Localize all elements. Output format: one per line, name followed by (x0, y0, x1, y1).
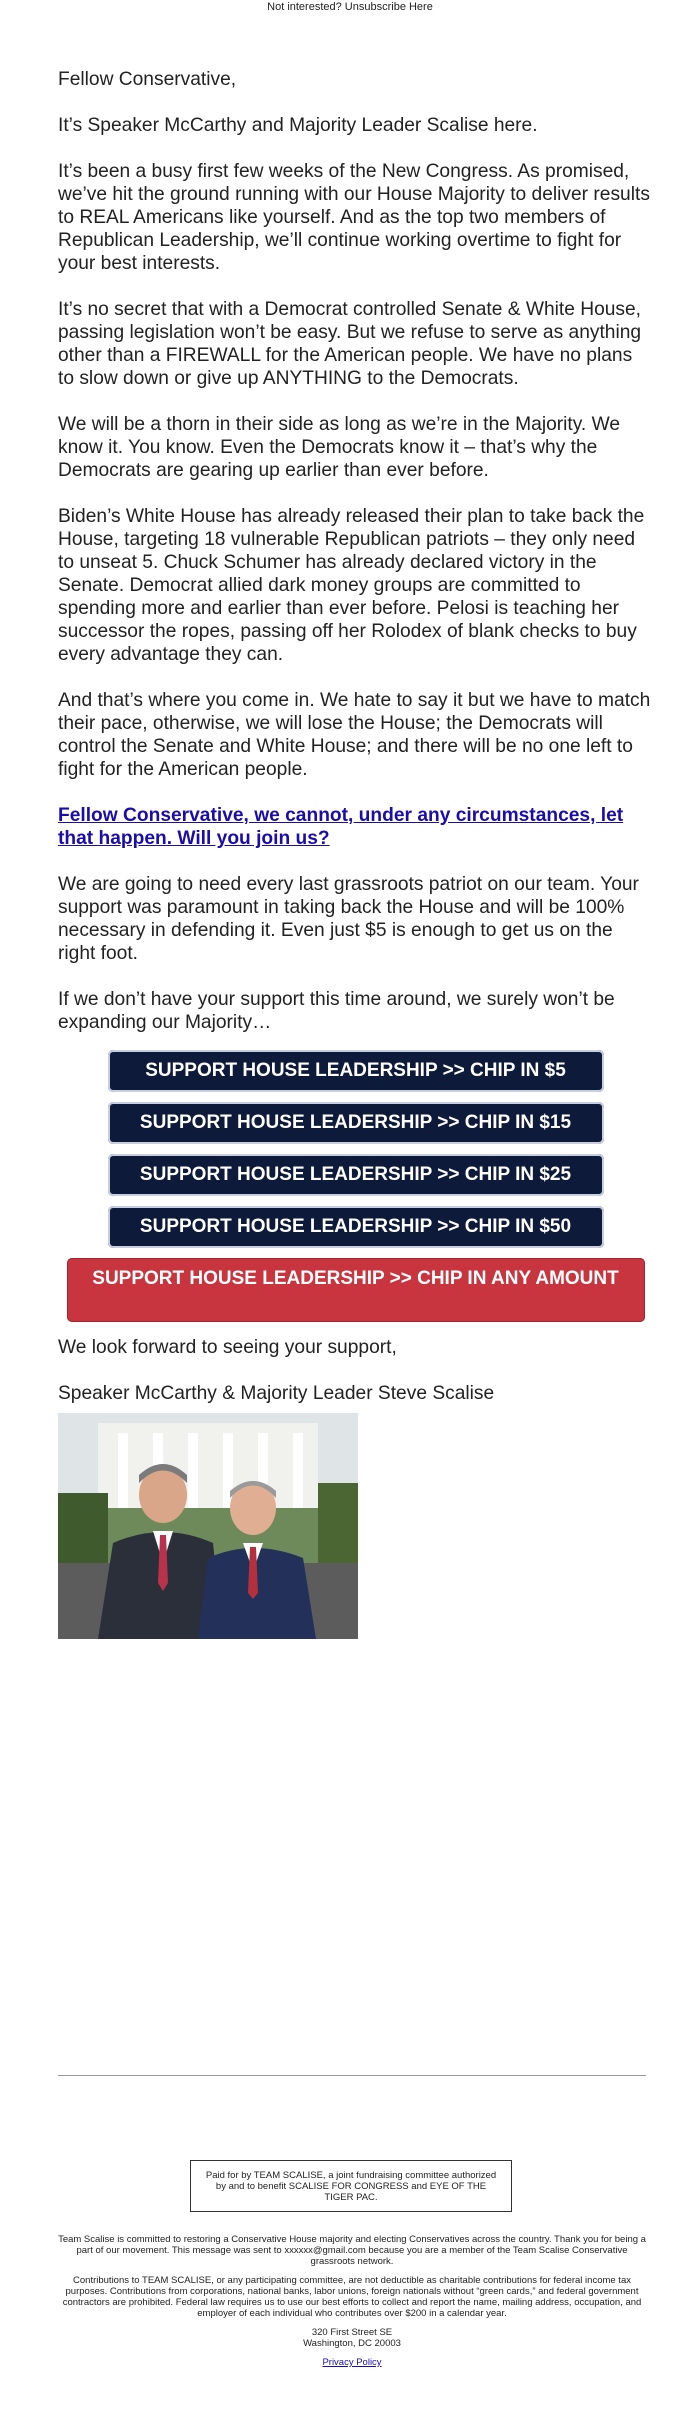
unsubscribe-link[interactable]: Not interested? Unsubscribe Here (267, 1, 433, 13)
chip-in-any-amount-button[interactable]: SUPPORT HOUSE LEADERSHIP >> CHIP IN ANY AMOUNT (67, 1258, 645, 1322)
chip-in-5-button[interactable]: SUPPORT HOUSE LEADERSHIP >> CHIP IN $5 (108, 1050, 604, 1092)
signature: Speaker McCarthy & Majority Leader Steve Scalise (58, 1383, 495, 1404)
chip-in-25-button[interactable]: SUPPORT HOUSE LEADERSHIP >> CHIP IN $25 (108, 1154, 604, 1196)
privacy-policy-link[interactable]: Privacy Policy (322, 2357, 382, 2368)
cta-paragraph (58, 804, 653, 850)
address-line-2: Washington, DC 20003 (303, 2338, 401, 2349)
closing-line: We look forward to seeing your support, (58, 1337, 397, 1358)
footer-mission: Team Scalise is committed to restoring a Conservative House majority and electing Conservatives across the country. Thank you for being a part of our movement. This message was sent to xxxxxx@gmail.com because you are a member of the Team Scalise Conservative grassroots network. (58, 2234, 646, 2267)
footer-divider (58, 2075, 646, 2076)
leaders-photo (58, 1413, 358, 1639)
donation-buttons (58, 1050, 653, 1322)
paragraph-match-pace: And that’s where you come in. We hate to say it but we have to match their pace, otherwise, we will lose the House; the Democrats will control the Senate and White House; and there will be no one left to fight for the American people. (58, 690, 651, 780)
address-line-1: 320 First Street SE (311, 2327, 393, 2338)
letter-body (58, 68, 653, 1639)
paragraph-firewall: It’s no secret that with a Democrat controlled Senate & White House, passing legislation won’t be easy. But we refuse to serve as anything other than a FIREWALL for the American people. We have no plans to slow down or give up ANYTHING to the Democrats. (58, 299, 642, 389)
chip-in-15-button[interactable]: SUPPORT HOUSE LEADERSHIP >> CHIP IN $15 (108, 1102, 604, 1144)
join-us-link[interactable]: Fellow Conservative, we cannot, under any circumstances, let that happen. Will you join us? (58, 805, 624, 849)
paid-for-disclaimer: Paid for by TEAM SCALISE, a joint fundraising committee authorized by and to benefit SCALISE FOR CONGRESS and EYE OF THE TIGER PAC. (190, 2160, 512, 2212)
footer-legal: Contributions to TEAM SCALISE, or any participating committee, are not deductible as charitable contributions for federal income tax purposes. Contributions from corporations, national banks, labor unions, foreign nationals without “green cards,” and federal government contractors are prohibited. Federal law requires us to use our best efforts to collect and report the name, mailing address, occupation, and employer of each individual who contributes over $200 in a calendar year. (62, 2275, 642, 2319)
footer (58, 2234, 646, 2368)
paragraph-democrat-plan: Biden’s White House has already released their plan to take back the House, targeting 18 vulnerable Republican patriots – they only need to unseat 5. Chuck Schumer has already declared victory in the Senate. Democrat allied dark money groups are committed to spending more and earlier than ever before. Pelosi is teaching her successor the ropes, passing off her Rolodex of blank checks to buy every advantage they can. (58, 506, 645, 665)
paragraph-thorn: We will be a thorn in their side as long as we’re in the Majority. We know it. You know. Even the Democrats know it – that’s why the Democrats are gearing up earlier than ever before. (58, 414, 621, 481)
chip-in-50-button[interactable]: SUPPORT HOUSE LEADERSHIP >> CHIP IN $50 (108, 1206, 604, 1248)
unsubscribe-bar (0, 0, 700, 15)
paragraph-grassroots: We are going to need every last grassroots patriot on our team. Your support was paramount in taking back the House and will be 100% necessary in defending it. Even just $5 is enough to get us on the right foot. (58, 874, 639, 964)
paragraph-new-congress: It’s been a busy first few weeks of the New Congress. As promised, we’ve hit the ground running with our House Majority to deliver results to REAL Americans like yourself. And as the top two members of Republican Leadership, we’ll continue working overtime to fight for your best interests. (58, 161, 650, 274)
paragraph-intro: It’s Speaker McCarthy and Majority Leader Scalise here. (58, 115, 538, 136)
greeting: Fellow Conservative, (58, 69, 237, 90)
paragraph-support: If we don’t have your support this time around, we surely won’t be expanding our Majority… (58, 989, 615, 1033)
